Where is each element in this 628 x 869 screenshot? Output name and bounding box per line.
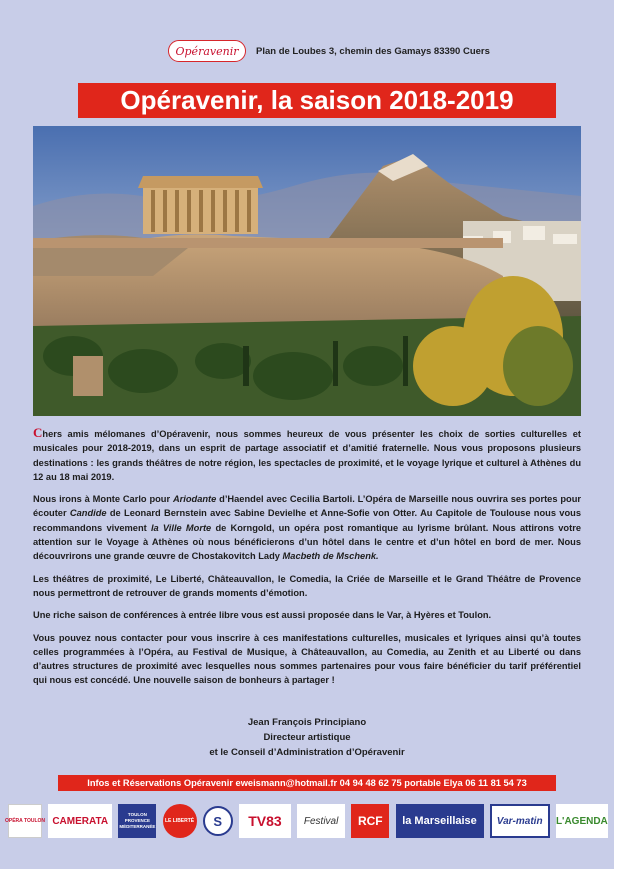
paragraph-intro xyxy=(33,426,581,484)
title-ariodante: Ariodante xyxy=(172,494,217,505)
paragraph-conferences: Une riche saison de conférences à entrée libre vous est aussi proposée dans le Var, à Hyères et Toulon. xyxy=(33,610,492,621)
partner-logo-var-matin: Var-matin xyxy=(490,804,550,838)
operavenir-logo: Opéravenir xyxy=(168,40,246,62)
paragraph-intro-text: hers amis mélomanes d’Opéravenir, nous sommes heureux de vous présenter les choix de sorties culturelles et musicales pour 2018-2019, dans un esprit de partage associatif et d’amitié fraternelle. Nous vous proposons plusieurs destinations : les grands théâtres de notre région, les spectacles de proximité, et le voyage lyrique et culturel à Athènes du 12 au 18 mai 2019. xyxy=(33,429,581,482)
partner-logo-opera-toulon: OPÉRA TOULON xyxy=(8,804,42,838)
paragraph-theatres: Les théâtres de proximité, Le Liberté, Châteauvallon, le Comedia, la Criée de Marseille et le Grand Théâtre de Provence nous permettront de retrouver de grands moments d’émotion. xyxy=(33,573,581,598)
partner-logos xyxy=(5,800,608,842)
signature-role: Directeur artistique xyxy=(263,732,351,743)
paragraph-program xyxy=(33,492,581,563)
partner-logo-tv83: TV83 xyxy=(239,804,291,838)
drop-cap: C xyxy=(33,425,43,440)
partner-logo-rcf: RCF xyxy=(351,804,389,838)
signature-block xyxy=(33,715,581,760)
partner-logo-festival: Festival xyxy=(297,804,345,838)
info-reservations-bar: Infos et Réservations Opéravenir eweismann@hotmail.fr 04 94 48 62 75 portable Elya 06 11 81 54 73 xyxy=(58,775,556,791)
partner-logo-tpm: TOULON PROVENCE MÉDITERRANÉE xyxy=(118,804,156,838)
p2-c: de Leonard Bernstein avec Sabine Devielhe et Anne-Sofie von Otter. Au Capitole de Toulouse nous vous recommandons vivement xyxy=(33,508,582,533)
p2-b: d’Haendel avec Cecilia Bartoli. L’Opéra de Marseille nous ouvrira ses portes pour écouter xyxy=(33,494,581,519)
header xyxy=(168,38,588,64)
signature-name: Jean François Principiano xyxy=(247,717,367,728)
partner-logo-camerata: CAMERATA xyxy=(48,804,112,838)
partner-logo-la-marseillaise: la Marseillaise xyxy=(396,804,484,838)
page-title: Opéravenir, la saison 2018-2019 xyxy=(78,83,556,118)
title-macbeth: Macbeth de Mschenk. xyxy=(282,551,379,562)
title-ville-morte: la Ville Morte xyxy=(150,522,212,533)
body-text xyxy=(33,426,581,696)
acropolis-photo xyxy=(33,126,581,416)
address-text: Plan de Loubes 3, chemin des Gamays 83390 Cuers xyxy=(256,45,490,57)
paragraph-contact: Vous pouvez nous contacter pour vous inscrire à ces manifestations culturelles, musicales et lyriques ainsi qu’à toutes celles programmées à l’Opéra, au Festival de Musique, à Châteauvallon, au Comedia, au Zenith et au Liberté ou dans d’autres structures de proximité avec lesquelles nous sommes partenaires pour vous faire bénéficier du tarif préférentiel qui nous est concédé. Une nouvelle saison de bonheurs à partager ! xyxy=(33,632,581,686)
signature-board: et le Conseil d’Administration d’Opéravenir xyxy=(209,747,405,758)
p2-a: Nous irons à Monte Carlo pour xyxy=(33,494,173,505)
partner-logo-s: S xyxy=(203,806,233,836)
partner-logo-lagenda: L'AGENDA xyxy=(556,804,608,838)
title-candide: Candide xyxy=(69,508,107,519)
partner-logo-liberte: LE LIBERTÉ xyxy=(163,804,197,838)
p2-d: de Korngold, un opéra post romantique au lyrisme brûlant. Nous attirons votre attention sur le Voyage à Athènes où nous bénéficierons d’un hôtel dans le centre et d’un hôtel en bord de mer. Nous découvrirons une grande œuvre de Chostakovitch Lady xyxy=(33,522,581,562)
acropolis-illustration xyxy=(33,126,581,416)
